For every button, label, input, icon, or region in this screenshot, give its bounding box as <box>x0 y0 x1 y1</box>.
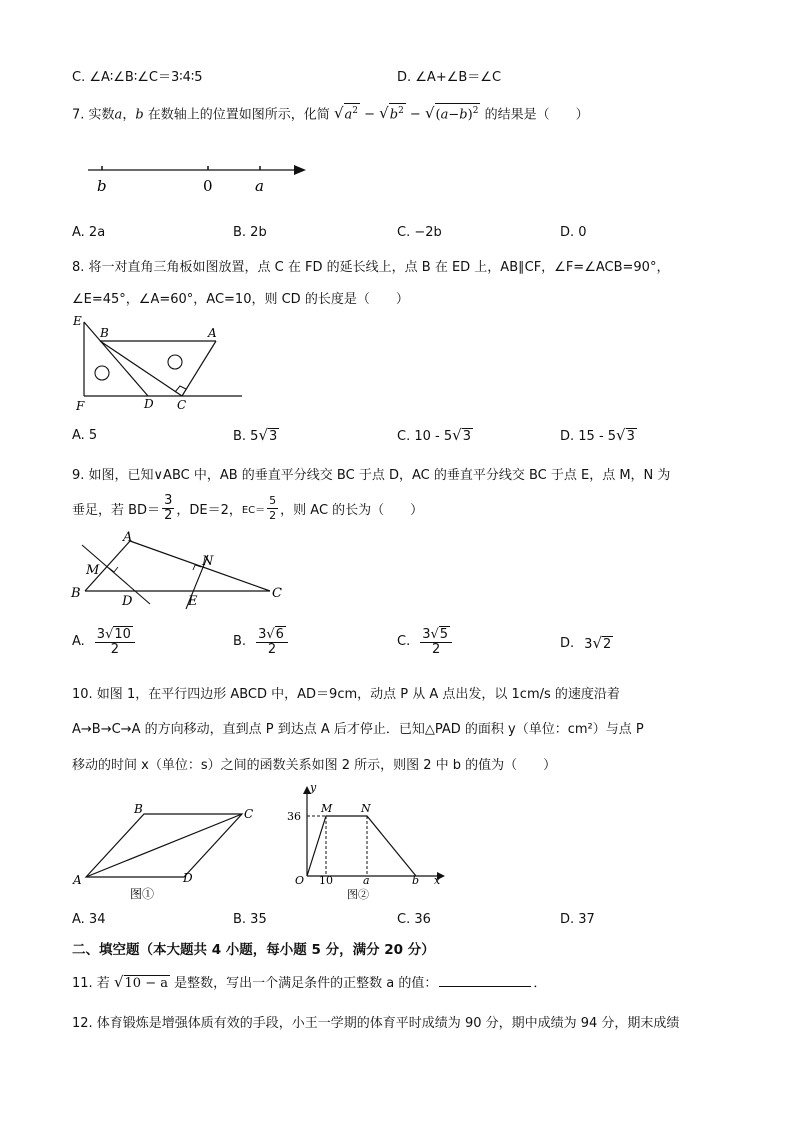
fig2-label-10: 10 <box>319 874 333 887</box>
fig-label-a: A <box>123 530 133 545</box>
fig2-caption: 图② <box>347 888 369 901</box>
fig-label-m: M <box>86 563 100 578</box>
fig2-label-o: O <box>295 874 305 887</box>
fig-label-c: C <box>272 586 282 601</box>
fig-label-f: F <box>76 399 85 413</box>
fig2-label-y: y <box>310 781 317 794</box>
q12-stem: 12. 体育锻炼是增强体质有效的手段，小王一学期的体育平时成绩为 90 分，期中成绩为 94 分，期末成绩 <box>72 1016 680 1031</box>
fig1-caption: 图① <box>130 887 155 901</box>
q8-option-c: C. 10 - 5√3 <box>397 426 471 444</box>
q9-figure <box>68 527 293 612</box>
q10-option-c: C. 36 <box>397 912 431 927</box>
q8-option-b: B. 5√3 <box>233 426 278 444</box>
fig1-label-b: B <box>134 802 143 816</box>
q9-option-d: D. 3√2 <box>560 634 612 652</box>
fig-label-d: D <box>144 397 154 411</box>
fig-label-c: C <box>177 398 187 412</box>
axis-label-a: a <box>255 177 264 195</box>
option-d-prev: D. ∠A+∠B＝∠C <box>397 70 502 85</box>
option-c-prev: C. ∠A∶∠B∶∠C＝3∶4∶5 <box>72 70 203 85</box>
q10-stem-line2: A→B→C→A 的方向移动，直到点 P 到达点 A 后才停止．已知△PAD 的面积 y（单位：cm²）与点 P <box>72 722 644 737</box>
fig2-label-m: M <box>321 802 333 815</box>
q10-stem-line3: 移动的时间 x（单位：s）之间的函数关系如图 2 所示，则图 2 中 b 的值为（ ） <box>72 758 557 773</box>
fig-label-e: E <box>188 594 198 609</box>
q7-number-line <box>80 155 320 200</box>
fig-label-n: N <box>202 554 214 569</box>
q11-answer-blank[interactable] <box>439 986 531 987</box>
q8-stem-line1: 8. 将一对直角三角板如图放置，点 C 在 FD 的延长线上，点 B 在 ED 上，AB∥CF，∠F=∠ACB=90°， <box>72 260 670 275</box>
fig-label-e: E <box>73 314 82 328</box>
q10-option-b: B. 35 <box>233 912 267 927</box>
q7-stem: 7. 实数a，b 在数轴上的位置如图所示，化简 $√a^2 - √b^2 - √(a-b)^2$ 的结果是（ ） <box>72 104 589 123</box>
fig-label-d: D <box>122 594 133 609</box>
q7-option-b: B. 2b <box>233 225 267 240</box>
q9-stem-line2: 垂足，若 BD＝ $\frac{3}{2}$ ，DE＝2， EC＝ $\frac{5}{2}$ ，则 AC 的长为（ ） <box>72 492 424 523</box>
q8-option-a: A. 5 <box>72 428 98 443</box>
q9-option-a: A. $\frac{3√10}{2}$ <box>72 626 137 657</box>
fig2-label-a: a <box>363 874 370 887</box>
q10-option-d: D. 37 <box>560 912 595 927</box>
q10-option-a: A. 34 <box>72 912 106 927</box>
q9-option-b: B. $\frac{3√6}{2}$ <box>233 626 290 657</box>
fig1-label-c: C <box>244 807 254 821</box>
q7-option-d: D. 0 <box>560 225 587 240</box>
q10-stem-line1: 10. 如图 1，在平行四边形 ABCD 中，AD＝9cm，动点 P 从 A 点出发，以 1cm/s 的速度沿着 <box>72 687 620 702</box>
fig1-label-a: A <box>73 873 82 887</box>
q9-option-c: C. $\frac{3√5}{2}$ <box>397 626 454 657</box>
fig2-label-b: b <box>412 874 420 887</box>
q8-stem-line2: ∠E=45°，∠A=60°，AC=10，则 CD 的长度是（ ） <box>72 292 409 307</box>
q8-option-d: D. 15 - 5√3 <box>560 426 635 444</box>
fig1-label-d: D <box>183 871 193 885</box>
fig-label-a: A <box>208 326 217 340</box>
fig-label-b: B <box>100 326 109 340</box>
q7-option-a: A. 2a <box>72 225 106 240</box>
axis-label-b: b <box>97 177 107 195</box>
q8-figure <box>70 310 250 415</box>
q7-option-c: C. −2b <box>397 225 442 240</box>
fig2-label-36: 36 <box>287 810 301 823</box>
fig2-label-x: x <box>434 874 441 887</box>
axis-label-0: 0 <box>203 177 213 195</box>
section-heading: 二、填空题（本大题共 4 小题，每小题 5 分，满分 20 分） <box>72 942 435 958</box>
q11-stem: 11. 若 √10 − a 是整数，写出一个满足条件的正整数 a 的值： ． <box>72 973 547 991</box>
fig2-label-n: N <box>361 802 371 815</box>
q9-stem-line1: 9. 如图，已知∨ABC 中，AB 的垂直平分线交 BC 于点 D，AC 的垂直平分线交 BC 于点 E，点 M，N 为 <box>72 468 671 483</box>
q10-figure-2 <box>285 780 450 902</box>
q7-expression: $√a^2 - √b^2 - √(a-b)^2$ <box>333 104 479 123</box>
fig-label-b: B <box>71 586 81 601</box>
q10-figure-1 <box>68 800 268 905</box>
